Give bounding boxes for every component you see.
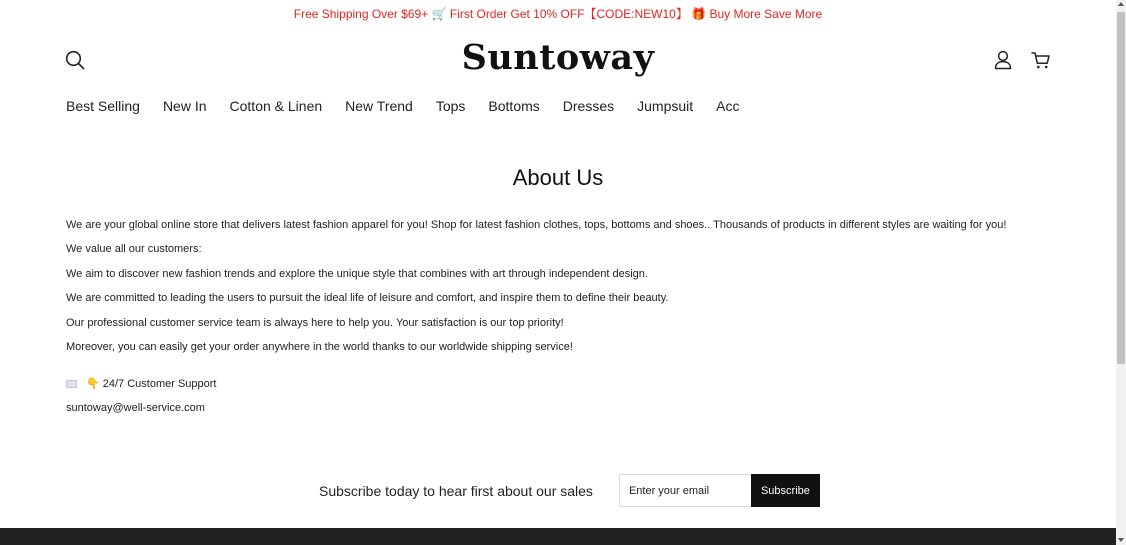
page-title: About Us	[512, 165, 604, 190]
header	[0, 27, 1116, 87]
footer	[0, 528, 1116, 545]
cart-icon[interactable]	[1030, 49, 1052, 71]
scroll-down-arrow-icon[interactable]	[1118, 538, 1124, 542]
newsletter-subscribe	[319, 474, 820, 507]
email-input[interactable]	[619, 474, 751, 507]
about-paragraph: We value all our customers:	[66, 243, 202, 256]
nav-item-dresses[interactable]: Dresses	[562, 98, 615, 114]
nav-item-acc[interactable]: Acc	[716, 98, 740, 114]
about-paragraph: Our professional customer service team is always here to help you. Your satisfaction is our top priority!	[66, 316, 564, 329]
nav-item-bottoms[interactable]: Bottoms	[488, 98, 540, 114]
main-nav	[66, 98, 763, 114]
about-paragraph: We aim to discover new fashion trends and explore the unique style that combines with art through independent design.	[66, 267, 648, 280]
support-label: 👇 24/7 Customer Support	[86, 378, 217, 390]
nav-item-new-trend[interactable]: New Trend	[345, 98, 413, 114]
nav-item-best-selling[interactable]: Best Selling	[66, 98, 140, 114]
about-content	[66, 218, 1066, 364]
scrollbar-thumb[interactable]	[1117, 12, 1125, 364]
scrollbar[interactable]	[1116, 0, 1126, 545]
scroll-up-arrow-icon[interactable]	[1118, 2, 1124, 6]
envelope-icon	[66, 380, 77, 388]
nav-item-cotton-linen[interactable]: Cotton & Linen	[229, 98, 323, 114]
nav-item-new-in[interactable]: New In	[162, 98, 207, 114]
about-paragraph: We are your global online store that delivers latest fashion apparel for you! Shop for latest fashion clothes, tops, bottoms and shoes.. Thousands of products in different styles are waiting for you!	[66, 219, 1007, 231]
nav-item-tops[interactable]: Tops	[435, 98, 466, 114]
about-paragraph: We are committed to leading the users to pursuit the ideal life of leisure and comfort, and inspire them to define their beauty.	[66, 292, 669, 305]
announcement-text[interactable]: Free Shipping Over $69+ 🛒 First Order Get 10% OFF【CODE:NEW10】 🎁 Buy More Save More	[293, 7, 823, 21]
subscribe-text: Subscribe today to hear first about our sales	[319, 482, 593, 499]
user-icon[interactable]	[992, 49, 1014, 71]
support-email[interactable]: suntoway@well-service.com	[66, 402, 205, 414]
announcement-bar[interactable]	[0, 0, 1116, 27]
subscribe-button[interactable]: Subscribe	[751, 474, 820, 507]
about-paragraph: Moreover, you can easily get your order anywhere in the world thanks to our worldwide shipping service!	[66, 340, 573, 353]
site-logo[interactable]: Suntoway	[461, 37, 655, 78]
nav-item-jumpsuit[interactable]: Jumpsuit	[637, 98, 694, 114]
customer-support	[66, 377, 216, 390]
